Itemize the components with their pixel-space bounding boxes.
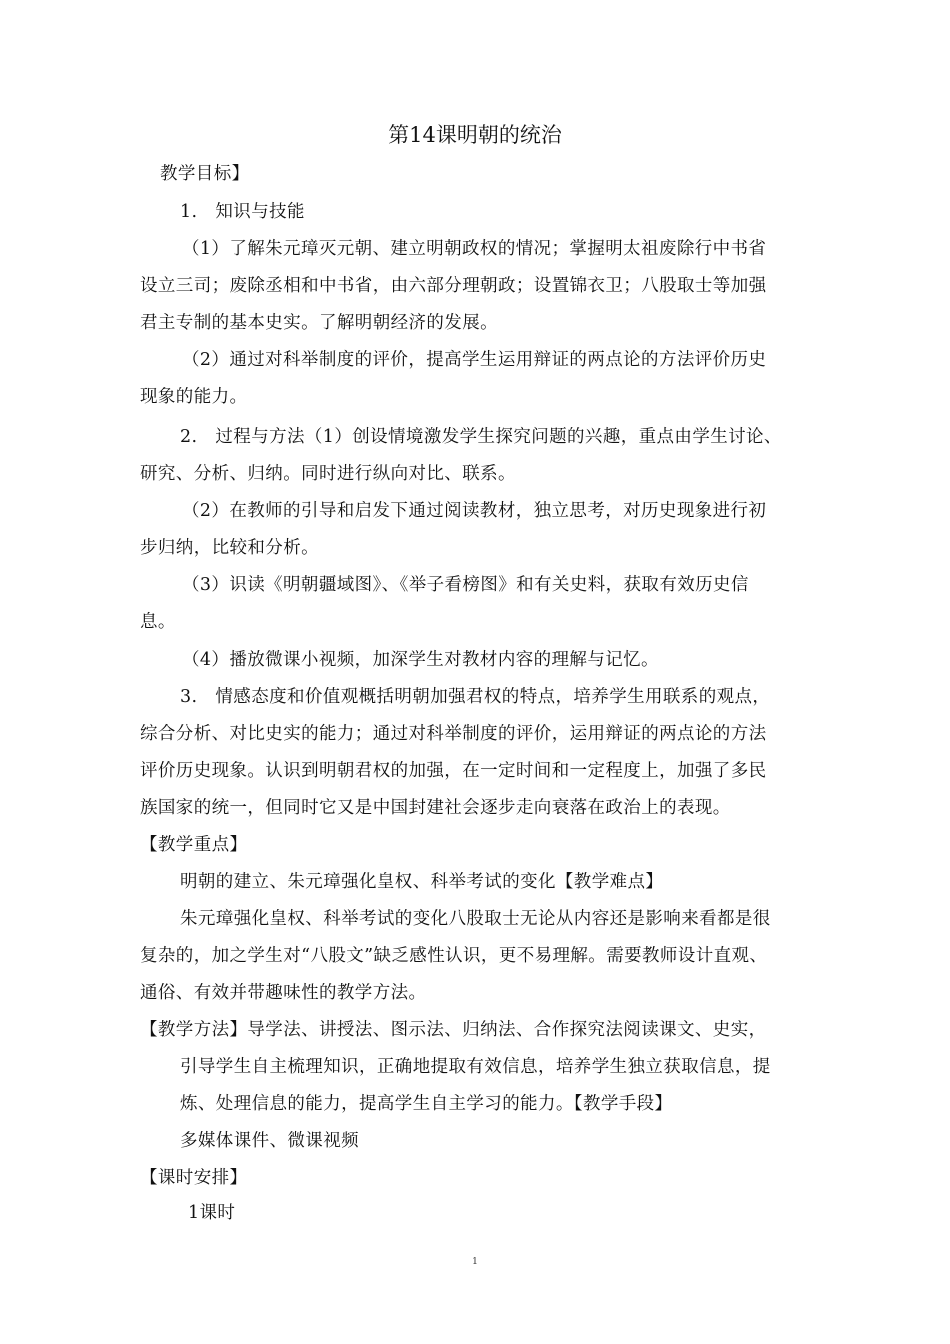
section-2-heading: 2. 过程与方法（1）创设情境激发学生探究问题的兴趣，重点由学生讨论、	[180, 427, 782, 447]
paragraph-line: 研究、分析、归纳。同时进行纵向对比、联系。	[140, 464, 516, 484]
document-title: 第14课明朝的统治	[388, 123, 562, 147]
paragraph-line: 明朝的建立、朱元璋强化皇权、科举考试的变化【教学难点】	[180, 872, 664, 892]
page-number: 1	[472, 1257, 478, 1267]
paragraph-line: 1课时	[188, 1203, 236, 1223]
paragraph-line: 引导学生自主梳理知识，正确地提取有效信息，培养学生独立获取信息，提	[180, 1057, 771, 1077]
paragraph-line: （2）在教师的引导和启发下通过阅读教材，独立思考，对历史现象进行初	[182, 501, 767, 521]
section-1-heading: 1. 知识与技能	[180, 202, 305, 222]
paragraph-line: 多媒体课件、微课视频	[180, 1131, 359, 1151]
paragraph-line: 息。	[140, 612, 176, 632]
paragraph-line: 族国家的统一，但同时它又是中国封建社会逐步走向衰落在政治上的表现。	[140, 798, 731, 818]
paragraph-line: 综合分析、对比史实的能力；通过对科举制度的评价，运用辩证的两点论的方法	[140, 724, 767, 744]
schedule-heading: 【课时安排】	[140, 1168, 248, 1188]
paragraph-line: 设立三司；废除丞相和中书省，由六部分理朝政；设置锦衣卫；八股取士等加强	[140, 276, 767, 296]
paragraph-line: 君主专制的基本史实。了解明朝经济的发展。	[140, 313, 498, 333]
paragraph-line: 炼、处理信息的能力，提高学生自主学习的能力。【教学手段】	[180, 1094, 673, 1114]
paragraph-line: 通俗、有效并带趣味性的教学方法。	[140, 983, 427, 1003]
paragraph-line: 步归纳，比较和分析。	[140, 538, 319, 558]
key-points-heading: 【教学重点】	[140, 835, 248, 855]
paragraph-line: 复杂的，加之学生对“八股文”缺乏感性认识，更不易理解。需要教师设计直观、	[140, 946, 768, 966]
paragraph-line: （2）通过对科举制度的评价，提高学生运用辩证的两点论的方法评价历史	[182, 350, 767, 370]
paragraph-line: 评价历史现象。认识到明朝君权的加强，在一定时间和一定程度上，加强了多民	[140, 761, 767, 781]
paragraph-line: （1）了解朱元璋灭元朝、建立明朝政权的情况；掌握明太祖废除行中书省	[182, 239, 767, 259]
paragraph-line: 现象的能力。	[140, 387, 248, 407]
section-3-heading: 3. 情感态度和价值观概括明朝加强君权的特点，培养学生用联系的观点，	[180, 687, 771, 707]
paragraph-line: （3）识读《明朝疆域图》、《举子看榜图》和有关史料，获取有效历史信	[182, 575, 749, 595]
objectives-heading: 教学目标】	[160, 164, 250, 184]
paragraph-line: 朱元璋强化皇权、科举考试的变化八股取士无论从内容还是影响来看都是很	[180, 909, 771, 929]
methods-heading: 【教学方法】导学法、讲授法、图示法、归纳法、合作探究法阅读课文、史实，	[140, 1020, 767, 1040]
paragraph-line: （4）播放微课小视频，加深学生对教材内容的理解与记忆。	[182, 650, 659, 670]
